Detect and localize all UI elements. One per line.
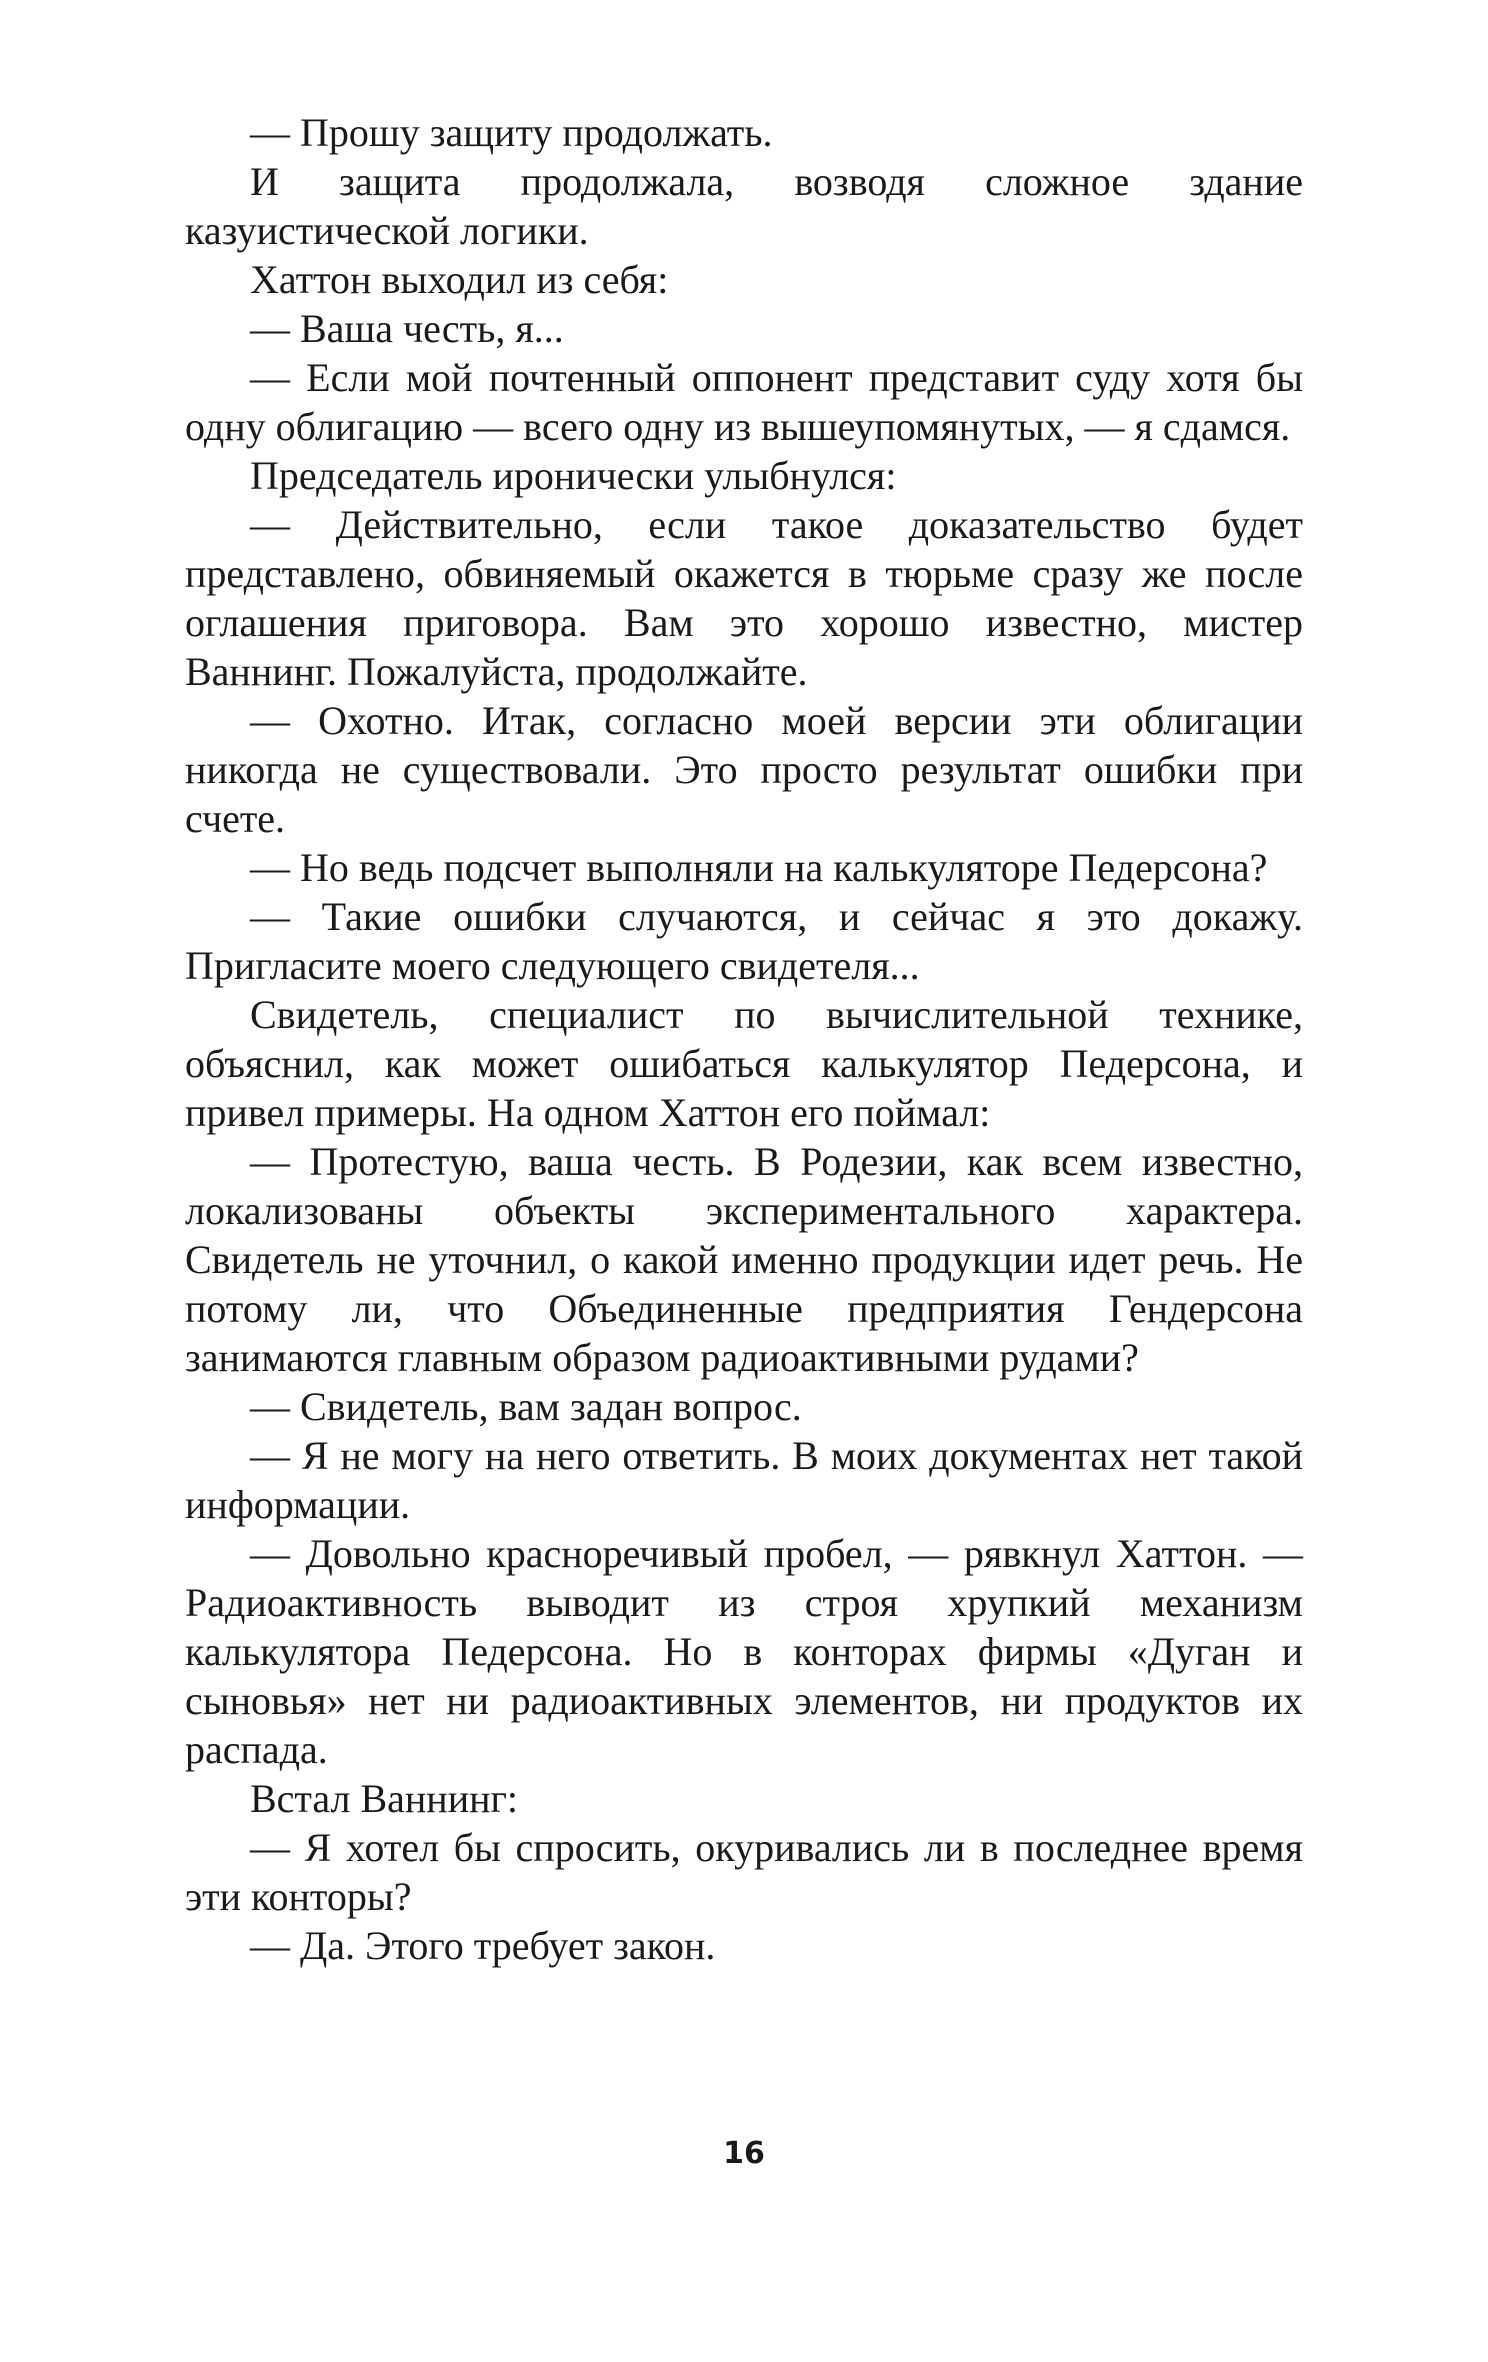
paragraph: Свидетель, специалист по вычислительной технике, объяснил, как может ошибаться калькулятор Педерсона, и привел примеры. На одном Хаттон его поймал: [185, 992, 1303, 1135]
paragraph: Хаттон выходил из себя: [250, 257, 669, 302]
paragraph: — Протестую, ваша честь. В Родезии, как всем известно, локализованы объекты экспериментального характера. Свидетель не уточнил, о какой именно продукции идет речь. Не потому ли, что Объединенные предприятия Гендерсона занимаются главным образом радиоактивными рудами? [185, 1139, 1303, 1380]
paragraph: — Ваша честь, я... [250, 306, 564, 351]
paragraph: — Если мой почтенный оппонент представит суду хотя бы одну облигацию — всего одну из вышеупомянутых, — я сдамся. [185, 355, 1303, 449]
paragraph: — Охотно. Итак, согласно моей версии эти облигации никогда не существовали. Это просто результат ошибки при счете. [185, 698, 1303, 841]
paragraph: — Да. Этого требует закон. [250, 1923, 716, 1968]
paragraph: — Но ведь подсчет выполняли на калькуляторе Педерсона? [250, 845, 1268, 890]
paragraph: — Довольно красноречивый пробел, — рявкнул Хаттон. — Радиоактивность выводит из строя хрупкий механизм калькулятора Педерсона. Но в конторах фирмы «Дуган и сыновья» нет ни радиоактивных элементов, ни продуктов их распада. [185, 1531, 1303, 1772]
paragraph: — Прошу защиту продолжать. [250, 110, 773, 155]
paragraph: — Свидетель, вам задан вопрос. [250, 1384, 802, 1429]
paragraph: — Действительно, если такое доказательство будет представлено, обвиняемый окажется в тюрьме сразу же после оглашения приговора. Вам это хорошо известно, мистер Ваннинг. Пожалуйста, продолжайте. [185, 502, 1303, 694]
paragraph: — Такие ошибки случаются, и сейчас я это докажу. Пригласите моего следующего свидетеля... [185, 894, 1303, 988]
paragraph: Председатель иронически улыбнулся: [250, 453, 897, 498]
paragraph: Встал Ваннинг: [250, 1776, 519, 1821]
paragraph: И защита продолжала, возводя сложное здание казуистической логики. [185, 159, 1303, 253]
paragraph: — Я хотел бы спросить, окуривались ли в последнее время эти конторы? [185, 1825, 1303, 1919]
page-number: 16 [723, 2136, 765, 2171]
page-body [185, 108, 1303, 1970]
paragraph: — Я не могу на него ответить. В моих документах нет такой информации. [185, 1433, 1303, 1527]
